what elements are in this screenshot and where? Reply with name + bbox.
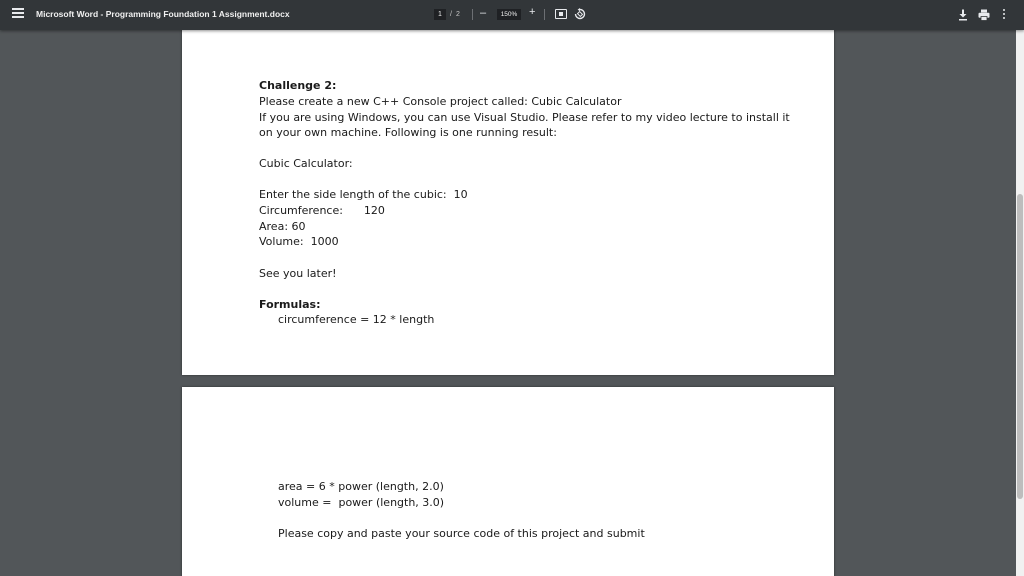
output-line: Enter the side length of the cubic: 10 [259,188,468,201]
zoom-out-button[interactable]: – [480,7,487,19]
current-page-input[interactable]: 1 [434,9,446,20]
pdf-toolbar [0,0,1024,30]
formula-line: circumference = 12 * length [278,313,435,326]
paragraph-line: on your own machine. Following is one running result: [259,126,557,139]
rotate-icon[interactable] [574,8,586,20]
instruction-line: Please copy and paste your source code of this project and submit [278,527,645,540]
total-pages: 2 [456,11,460,18]
output-line: Volume: 1000 [259,235,339,248]
more-vert-icon[interactable] [1002,9,1006,21]
formula-line: area = 6 * power (length, 2.0) [278,480,444,493]
output-line: Area: 60 [259,220,306,233]
zoom-in-button[interactable]: + [529,6,536,18]
zoom-level-input[interactable]: 150% [497,9,521,20]
menu-icon[interactable] [12,8,24,22]
output-line: See you later! [259,267,337,280]
formulas-heading: Formulas: [259,298,321,311]
document-title: Microsoft Word - Programming Foundation 1 Assignment.docx [36,9,290,19]
fit-to-page-icon[interactable] [555,9,567,19]
output-line: Circumference: 120 [259,204,385,217]
print-icon[interactable] [978,9,990,21]
document-page [182,387,834,576]
download-icon[interactable] [958,9,968,21]
document-page [182,30,834,375]
paragraph-line: Please create a new C++ Console project called: Cubic Calculator [259,95,622,108]
document-viewer[interactable] [0,30,1016,576]
output-title: Cubic Calculator: [259,157,353,170]
scrollbar-thumb[interactable] [1017,194,1023,499]
formula-line: volume = power (length, 3.0) [278,496,445,509]
toolbar-divider [472,9,473,20]
toolbar-divider [544,9,545,20]
page-separator: / [450,11,452,18]
paragraph-line: If you are using Windows, you can use Visual Studio. Please refer to my video lecture to install it [259,111,790,124]
challenge-heading: Challenge 2: [259,79,337,92]
vertical-scrollbar[interactable] [1016,30,1024,576]
